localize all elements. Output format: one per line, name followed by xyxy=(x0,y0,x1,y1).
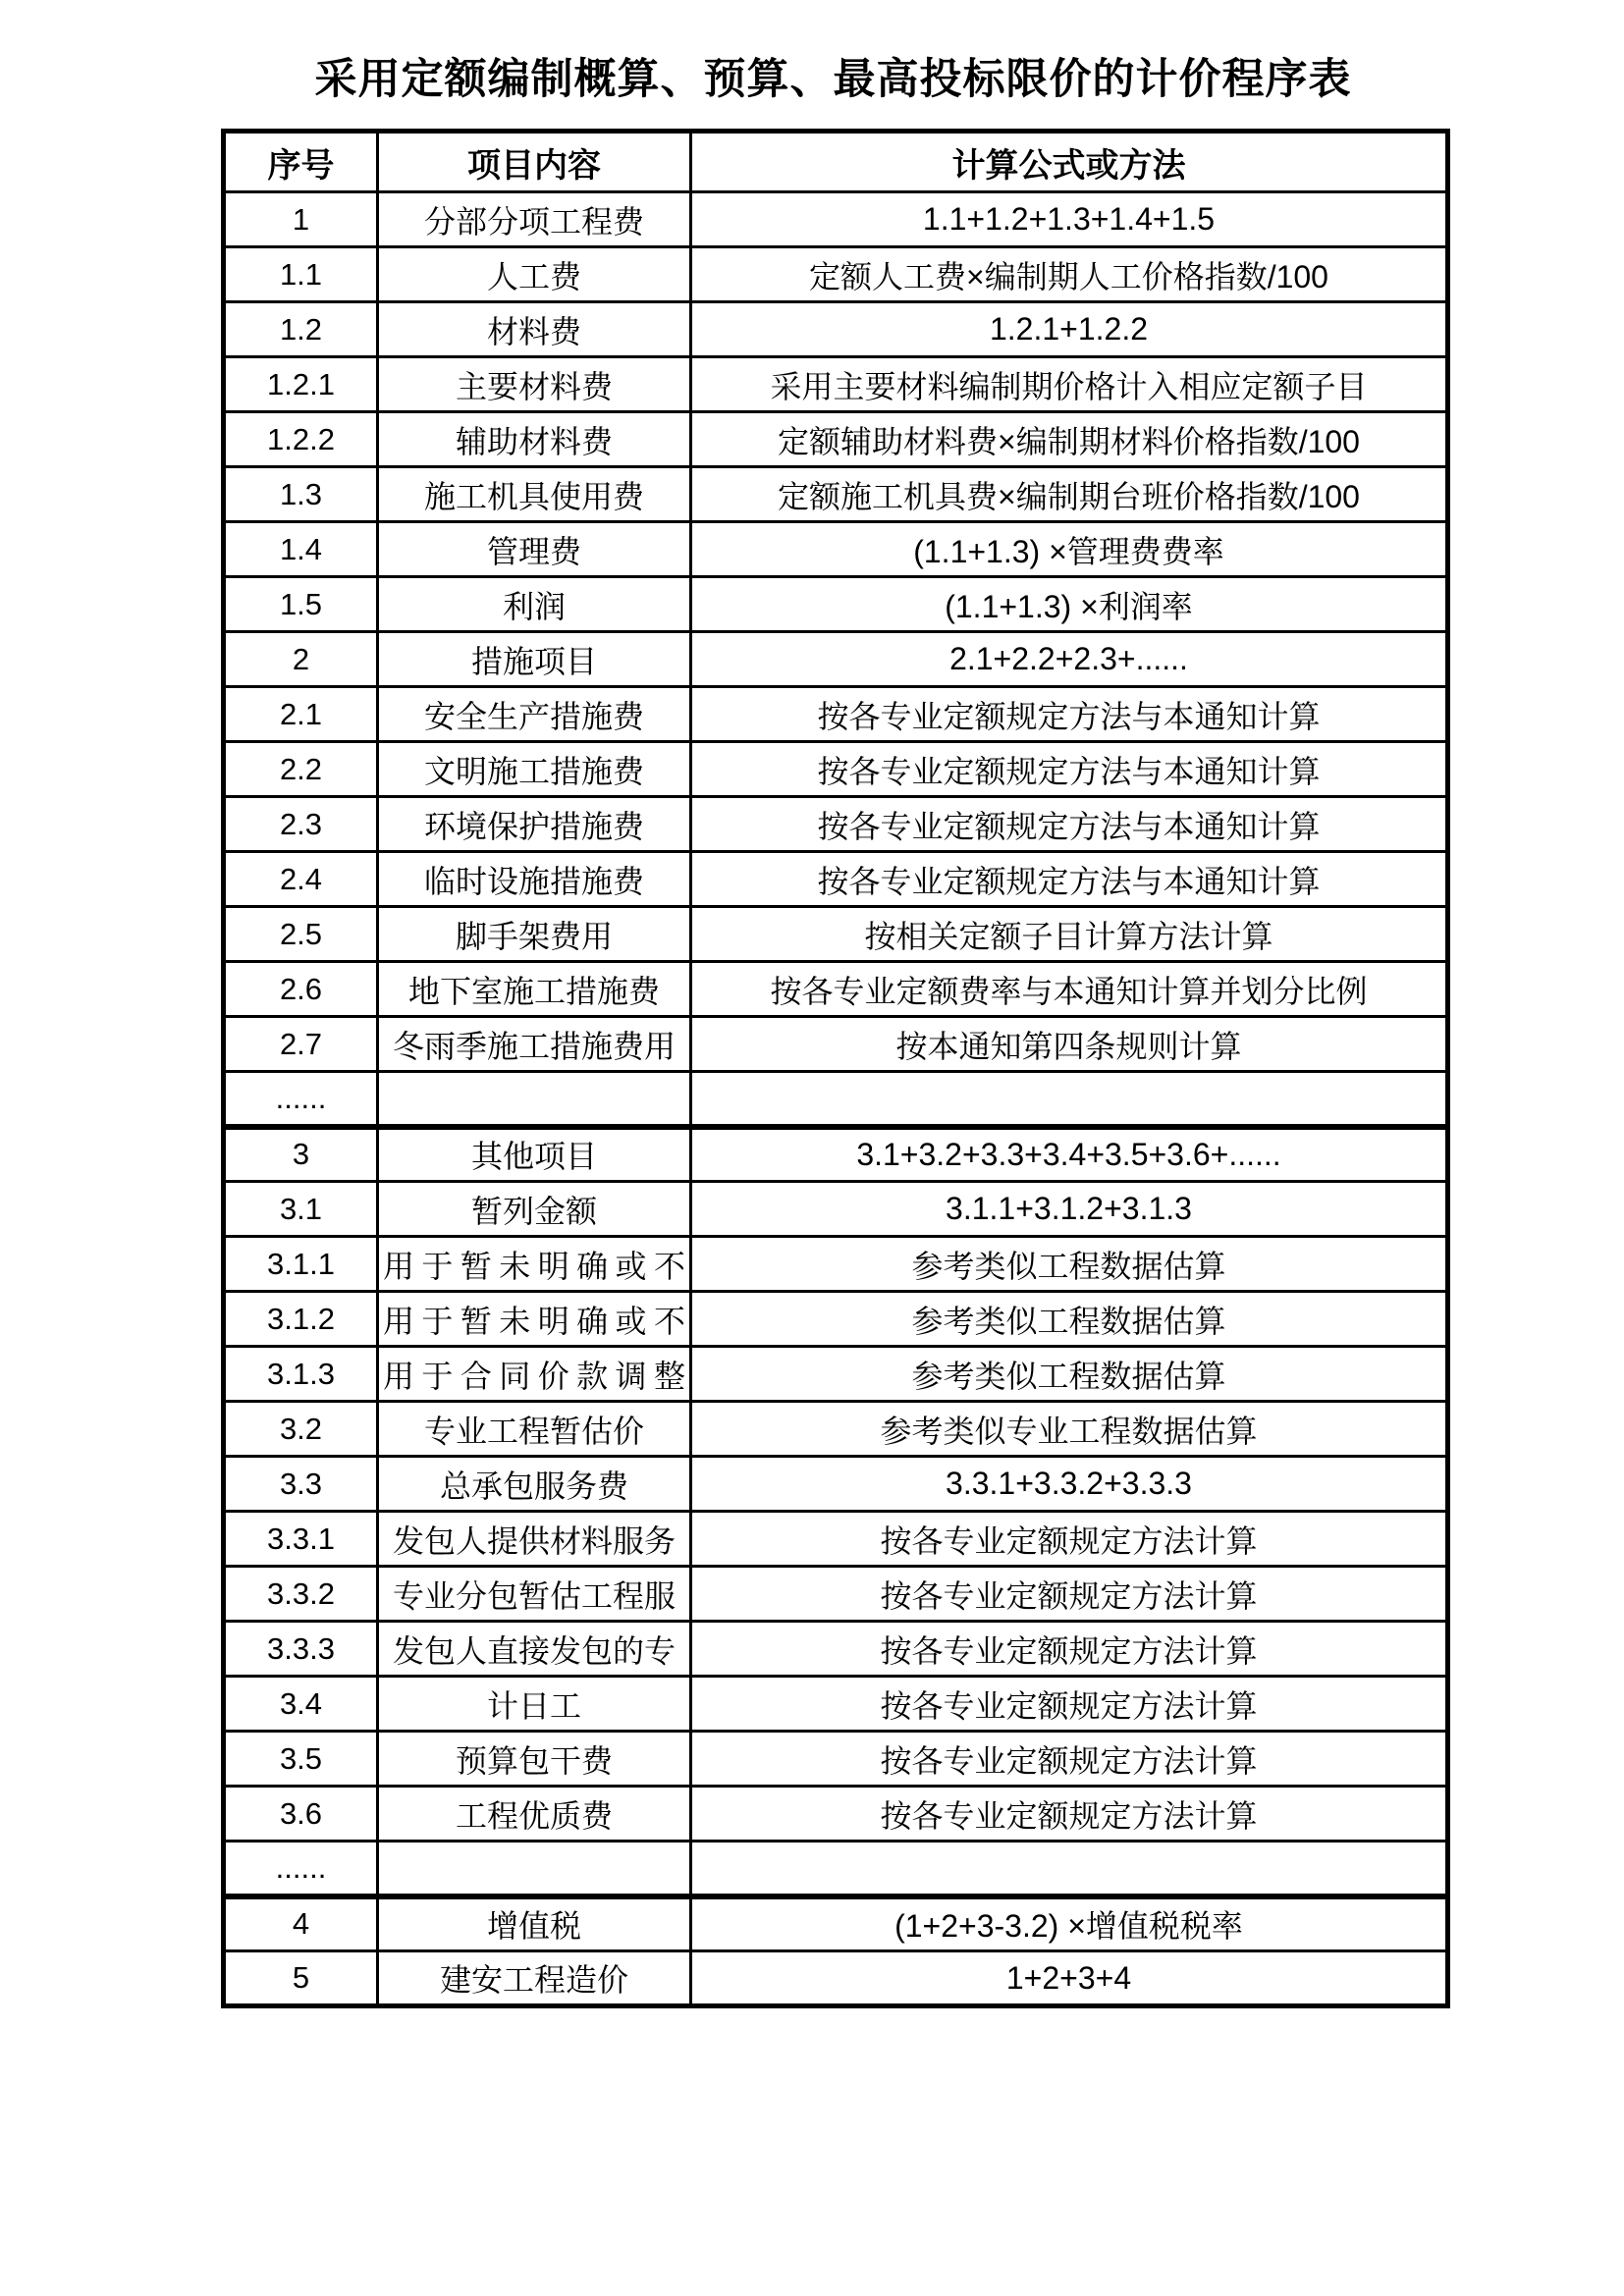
row-formula-cell: 按各专业定额规定方法计算 xyxy=(691,1787,1448,1842)
row-item-cell: 用于暂未明确或不 xyxy=(378,1237,691,1292)
row-item-cell: 发包人直接发包的专 xyxy=(378,1622,691,1677)
row-no-cell: 2.5 xyxy=(224,907,378,962)
row-item-cell: 安全生产措施费 xyxy=(378,687,691,742)
row-formula-cell xyxy=(691,1072,1448,1127)
row-formula-cell: 按各专业定额规定方法与本通知计算 xyxy=(691,687,1448,742)
row-no-cell: 3.3.2 xyxy=(224,1567,378,1622)
table-row xyxy=(224,687,1448,742)
row-item-cell: 预算包干费 xyxy=(378,1732,691,1787)
row-item-cell: 计日工 xyxy=(378,1677,691,1732)
table-row xyxy=(224,1787,1448,1842)
row-formula-cell: 按各专业定额规定方法计算 xyxy=(691,1622,1448,1677)
table-row xyxy=(224,357,1448,412)
row-no-cell: 1.3 xyxy=(224,467,378,522)
row-no-cell: 1.1 xyxy=(224,247,378,302)
col-header-item: 项目内容 xyxy=(378,132,691,192)
row-item-cell: 施工机具使用费 xyxy=(378,467,691,522)
table-row xyxy=(224,1512,1448,1567)
row-formula-cell: 按各专业定额规定方法与本通知计算 xyxy=(691,797,1448,852)
row-formula-cell xyxy=(691,1842,1448,1896)
row-item-cell: 材料费 xyxy=(378,302,691,357)
row-formula-cell: 参考类似专业工程数据估算 xyxy=(691,1402,1448,1457)
row-no-cell: 3.1.2 xyxy=(224,1292,378,1347)
row-item-cell: 利润 xyxy=(378,577,691,632)
row-formula-cell: 按各专业定额规定方法与本通知计算 xyxy=(691,742,1448,797)
table-row xyxy=(224,1622,1448,1677)
row-item-cell: 主要材料费 xyxy=(378,357,691,412)
table-row xyxy=(224,1182,1448,1237)
row-no-cell: 3.1 xyxy=(224,1182,378,1237)
row-formula-cell: 1+2+3+4 xyxy=(691,1951,1448,2006)
row-no-cell: 3.1.3 xyxy=(224,1347,378,1402)
row-formula-cell: 按相关定额子目计算方法计算 xyxy=(691,907,1448,962)
row-formula-cell: 参考类似工程数据估算 xyxy=(691,1292,1448,1347)
row-no-cell: 2.6 xyxy=(224,962,378,1017)
row-no-cell: 2.3 xyxy=(224,797,378,852)
pricing-procedure-table xyxy=(221,129,1450,2008)
col-header-formula: 计算公式或方法 xyxy=(691,132,1448,192)
row-item-cell: 辅助材料费 xyxy=(378,412,691,467)
table-row xyxy=(224,1402,1448,1457)
row-item-cell: 人工费 xyxy=(378,247,691,302)
row-formula-cell: (1.1+1.3) ×管理费费率 xyxy=(691,522,1448,577)
row-formula-cell: (1+2+3-3.2) ×增值税税率 xyxy=(691,1896,1448,1951)
table-row xyxy=(224,907,1448,962)
row-formula-cell: 定额施工机具费×编制期台班价格指数/100 xyxy=(691,467,1448,522)
row-item-cell: 环境保护措施费 xyxy=(378,797,691,852)
col-header-no: 序号 xyxy=(224,132,378,192)
row-no-cell: 2.1 xyxy=(224,687,378,742)
row-no-cell: 1.2 xyxy=(224,302,378,357)
row-no-cell: 3.1.1 xyxy=(224,1237,378,1292)
row-formula-cell: (1.1+1.3) ×利润率 xyxy=(691,577,1448,632)
row-formula-cell: 按各专业定额规定方法计算 xyxy=(691,1567,1448,1622)
row-formula-cell: 2.1+2.2+2.3+...... xyxy=(691,632,1448,687)
row-item-cell: 建安工程造价 xyxy=(378,1951,691,2006)
row-formula-cell: 按本通知第四条规则计算 xyxy=(691,1017,1448,1072)
table-row xyxy=(224,467,1448,522)
row-item-cell: 暂列金额 xyxy=(378,1182,691,1237)
row-item-cell: 分部分项工程费 xyxy=(378,192,691,247)
row-no-cell: 5 xyxy=(224,1951,378,2006)
table-row xyxy=(224,1017,1448,1072)
row-formula-cell: 按各专业定额规定方法计算 xyxy=(691,1512,1448,1567)
row-formula-cell: 按各专业定额规定方法计算 xyxy=(691,1677,1448,1732)
row-no-cell: 3.4 xyxy=(224,1677,378,1732)
ellipsis-row xyxy=(224,1072,1448,1127)
row-no-cell: 1.2.1 xyxy=(224,357,378,412)
row-item-cell: 用于暂未明确或不 xyxy=(378,1292,691,1347)
row-formula-cell: 3.3.1+3.3.2+3.3.3 xyxy=(691,1457,1448,1512)
table-header-row xyxy=(224,132,1448,192)
row-item-cell: 用于合同价款调整 xyxy=(378,1347,691,1402)
row-item-cell: 其他项目 xyxy=(378,1127,691,1182)
row-formula-cell: 按各专业定额规定方法与本通知计算 xyxy=(691,852,1448,907)
row-no-cell: ...... xyxy=(224,1842,378,1896)
row-item-cell: 专业分包暂估工程服 xyxy=(378,1567,691,1622)
row-item-cell: 脚手架费用 xyxy=(378,907,691,962)
row-formula-cell: 1.1+1.2+1.3+1.4+1.5 xyxy=(691,192,1448,247)
row-no-cell: 3.3.3 xyxy=(224,1622,378,1677)
row-formula-cell: 采用主要材料编制期价格计入相应定额子目 xyxy=(691,357,1448,412)
row-item-cell xyxy=(378,1072,691,1127)
table-row xyxy=(224,1567,1448,1622)
table-row xyxy=(224,962,1448,1017)
row-formula-cell: 参考类似工程数据估算 xyxy=(691,1237,1448,1292)
table-row xyxy=(224,1237,1448,1292)
table-row xyxy=(224,1347,1448,1402)
row-formula-cell: 定额辅助材料费×编制期材料价格指数/100 xyxy=(691,412,1448,467)
row-formula-cell: 1.2.1+1.2.2 xyxy=(691,302,1448,357)
table-row xyxy=(224,1896,1448,1951)
row-item-cell: 冬雨季施工措施费用 xyxy=(378,1017,691,1072)
table-row xyxy=(224,522,1448,577)
row-no-cell: 2.7 xyxy=(224,1017,378,1072)
table-row xyxy=(224,192,1448,247)
row-item-cell: 工程优质费 xyxy=(378,1787,691,1842)
row-item-cell: 管理费 xyxy=(378,522,691,577)
table-row xyxy=(224,1951,1448,2006)
table-row xyxy=(224,412,1448,467)
row-no-cell: 1.2.2 xyxy=(224,412,378,467)
ellipsis-row xyxy=(224,1842,1448,1896)
row-item-cell: 发包人提供材料服务 xyxy=(378,1512,691,1567)
row-no-cell: 1.4 xyxy=(224,522,378,577)
row-no-cell: 1 xyxy=(224,192,378,247)
row-no-cell: 2.4 xyxy=(224,852,378,907)
row-item-cell: 增值税 xyxy=(378,1896,691,1951)
table-row xyxy=(224,1127,1448,1182)
row-no-cell: 1.5 xyxy=(224,577,378,632)
row-no-cell: 3.2 xyxy=(224,1402,378,1457)
table-row xyxy=(224,742,1448,797)
table-row xyxy=(224,1292,1448,1347)
row-no-cell: 4 xyxy=(224,1896,378,1951)
row-no-cell: 3.5 xyxy=(224,1732,378,1787)
table-row xyxy=(224,1677,1448,1732)
row-no-cell: 3 xyxy=(224,1127,378,1182)
table-row xyxy=(224,302,1448,357)
table-row xyxy=(224,577,1448,632)
page-title: 采用定额编制概算、预算、最高投标限价的计价程序表 xyxy=(314,56,1352,103)
row-item-cell: 临时设施措施费 xyxy=(378,852,691,907)
table-row xyxy=(224,797,1448,852)
row-formula-cell: 定额人工费×编制期人工价格指数/100 xyxy=(691,247,1448,302)
table-row xyxy=(224,1457,1448,1512)
row-formula-cell: 按各专业定额规定方法计算 xyxy=(691,1732,1448,1787)
row-formula-cell: 参考类似工程数据估算 xyxy=(691,1347,1448,1402)
row-formula-cell: 3.1.1+3.1.2+3.1.3 xyxy=(691,1182,1448,1237)
table-row xyxy=(224,632,1448,687)
row-no-cell: ...... xyxy=(224,1072,378,1127)
row-item-cell xyxy=(378,1842,691,1896)
row-no-cell: 3.3.1 xyxy=(224,1512,378,1567)
row-item-cell: 措施项目 xyxy=(378,632,691,687)
row-no-cell: 3.3 xyxy=(224,1457,378,1512)
row-no-cell: 2 xyxy=(224,632,378,687)
table-row xyxy=(224,852,1448,907)
row-formula-cell: 3.1+3.2+3.3+3.4+3.5+3.6+...... xyxy=(691,1127,1448,1182)
table-body xyxy=(224,192,1448,2006)
row-item-cell: 总承包服务费 xyxy=(378,1457,691,1512)
row-no-cell: 3.6 xyxy=(224,1787,378,1842)
table-row xyxy=(224,247,1448,302)
row-formula-cell: 按各专业定额费率与本通知计算并划分比例 xyxy=(691,962,1448,1017)
row-item-cell: 文明施工措施费 xyxy=(378,742,691,797)
row-item-cell: 地下室施工措施费 xyxy=(378,962,691,1017)
row-no-cell: 2.2 xyxy=(224,742,378,797)
row-item-cell: 专业工程暂估价 xyxy=(378,1402,691,1457)
table-row xyxy=(224,1732,1448,1787)
